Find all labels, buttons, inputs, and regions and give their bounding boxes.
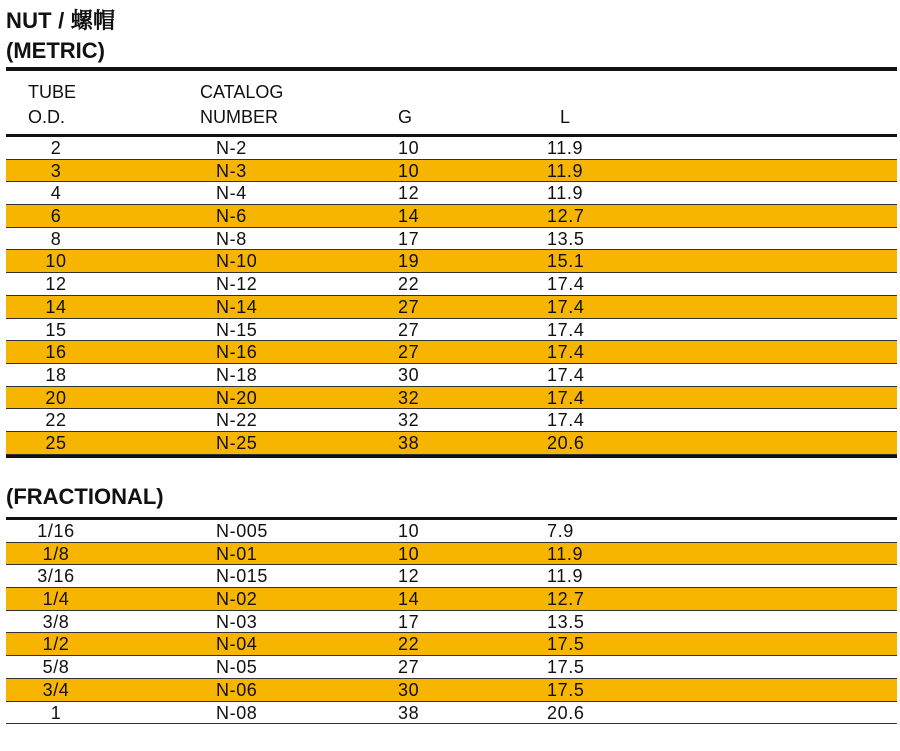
- g-cell: 22: [398, 634, 420, 655]
- catalog-number-cell: N-05: [216, 657, 258, 678]
- tube-od-cell: 5/8: [42, 657, 70, 678]
- catalog-number-cell: N-14: [216, 296, 258, 317]
- catalog-number-cell: N-22: [216, 410, 258, 431]
- tube-od-cell: 25: [45, 432, 67, 453]
- l-header: L: [560, 107, 571, 127]
- l-cell: 20.6: [547, 702, 585, 723]
- g-header: G: [398, 107, 413, 127]
- catalog-header-line1: CATALOG: [200, 82, 284, 102]
- fractional-section-title: (FRACTIONAL): [6, 484, 164, 509]
- l-cell: 11.9: [547, 543, 584, 564]
- g-cell: 12: [398, 566, 420, 587]
- table-row: [6, 656, 897, 679]
- g-cell: 32: [398, 410, 420, 431]
- catalog-number-cell: N-15: [216, 319, 258, 340]
- l-cell: 11.9: [547, 160, 584, 181]
- table-row: [6, 387, 897, 410]
- tube-od-cell: 1/8: [42, 543, 70, 564]
- l-cell: 17.4: [547, 296, 585, 317]
- catalog-number-cell: N-02: [216, 589, 258, 610]
- table-row: [6, 364, 897, 387]
- tube-od-cell: 3/8: [42, 611, 70, 632]
- g-cell: 22: [398, 274, 420, 295]
- tube-od-cell: 14: [45, 296, 67, 317]
- tube-od-cell: 6: [50, 206, 62, 227]
- g-cell: 27: [398, 319, 420, 340]
- catalog-number-cell: N-04: [216, 634, 258, 655]
- g-cell: 14: [398, 206, 420, 227]
- g-cell: 27: [398, 342, 420, 363]
- l-cell: 17.5: [547, 657, 585, 678]
- catalog-number-cell: N-08: [216, 702, 258, 723]
- catalog-number-cell: N-2: [216, 138, 247, 158]
- table-row: [6, 228, 897, 251]
- catalog-number-cell: N-10: [216, 251, 258, 272]
- l-cell: 11.9: [547, 566, 584, 587]
- table-row: [6, 205, 897, 228]
- tube-od-header-line1: TUBE: [28, 82, 77, 102]
- catalog-number-cell: N-16: [216, 342, 258, 363]
- g-cell: 10: [398, 521, 420, 541]
- tube-od-cell: 3/4: [42, 679, 70, 700]
- l-cell: 17.4: [547, 387, 585, 408]
- table-row: [6, 250, 897, 273]
- tube-od-cell: 10: [45, 251, 67, 272]
- table-row: [6, 432, 897, 455]
- fractional-table: [6, 520, 897, 724]
- catalog-number-cell: N-005: [216, 521, 269, 541]
- g-cell: 10: [398, 138, 420, 158]
- catalog-number-cell: N-4: [216, 183, 247, 204]
- l-cell: 17.4: [547, 410, 585, 431]
- table-row: [6, 543, 897, 566]
- tube-od-cell: 18: [45, 364, 67, 385]
- g-cell: 27: [398, 296, 420, 317]
- l-cell: 13.5: [547, 228, 585, 249]
- catalog-number-cell: N-8: [216, 228, 247, 249]
- table-row: [6, 611, 897, 634]
- table-row: [6, 182, 897, 205]
- l-cell: 17.4: [547, 319, 585, 340]
- metric-table: [6, 137, 897, 455]
- tube-od-cell: 3: [50, 160, 62, 181]
- l-cell: 13.5: [547, 611, 585, 632]
- table-row: [6, 296, 897, 319]
- g-cell: 38: [398, 702, 420, 723]
- tube-od-cell: 2: [50, 138, 62, 158]
- table-row: [6, 679, 897, 702]
- table-row: [6, 633, 897, 656]
- metric-table-bottom-rule: [6, 455, 897, 458]
- g-cell: 32: [398, 387, 420, 408]
- tube-od-cell: 1/4: [42, 589, 70, 610]
- g-cell: 17: [398, 611, 420, 632]
- tube-od-cell: 1/16: [37, 521, 75, 541]
- catalog-number-cell: N-015: [216, 566, 269, 587]
- l-cell: 11.9: [547, 138, 584, 158]
- tube-od-cell: 20: [45, 387, 67, 408]
- tube-od-cell: 15: [45, 319, 67, 340]
- g-cell: 17: [398, 228, 420, 249]
- metric-subtitle: (METRIC): [6, 38, 105, 63]
- tube-od-cell: 4: [50, 183, 62, 204]
- table-row: [6, 565, 897, 588]
- l-cell: 17.4: [547, 274, 585, 295]
- g-cell: 30: [398, 364, 420, 385]
- g-cell: 10: [398, 543, 420, 564]
- tube-od-cell: 16: [45, 342, 67, 363]
- header-top-rule: [6, 67, 897, 71]
- l-cell: 12.7: [547, 206, 585, 227]
- tube-od-cell: 1: [50, 702, 62, 723]
- catalog-number-cell: N-03: [216, 611, 258, 632]
- catalog-number-cell: N-3: [216, 160, 247, 181]
- table-row: [6, 160, 897, 183]
- g-cell: 12: [398, 183, 420, 204]
- g-cell: 10: [398, 160, 420, 181]
- l-cell: 17.4: [547, 342, 585, 363]
- tube-od-header-line2: O.D.: [28, 107, 66, 127]
- table-row: [6, 588, 897, 611]
- catalog-number-cell: N-20: [216, 387, 258, 408]
- tube-od-cell: 8: [50, 228, 62, 249]
- table-row: [6, 409, 897, 432]
- table-row: [6, 702, 897, 725]
- catalog-number-cell: N-06: [216, 679, 258, 700]
- l-cell: 12.7: [547, 589, 585, 610]
- g-cell: 19: [398, 251, 420, 272]
- g-cell: 38: [398, 432, 420, 453]
- g-cell: 27: [398, 657, 420, 678]
- catalog-number-cell: N-12: [216, 274, 258, 295]
- g-cell: 30: [398, 679, 420, 700]
- page-title: NUT / 螺帽: [6, 8, 116, 33]
- catalog-number-cell: N-6: [216, 206, 247, 227]
- catalog-number-cell: N-18: [216, 364, 258, 385]
- l-cell: 17.5: [547, 634, 585, 655]
- l-cell: 11.9: [547, 183, 584, 204]
- catalog-number-cell: N-01: [216, 543, 258, 564]
- tube-od-cell: 3/16: [37, 566, 75, 587]
- catalog-number-cell: N-25: [216, 432, 258, 453]
- l-cell: 15.1: [547, 251, 585, 272]
- table-row: [6, 137, 897, 160]
- l-cell: 17.4: [547, 364, 585, 385]
- tube-od-cell: 22: [45, 410, 67, 431]
- l-cell: 17.5: [547, 679, 585, 700]
- g-cell: 14: [398, 589, 420, 610]
- table-row: [6, 341, 897, 364]
- table-row: [6, 319, 897, 342]
- table-row: [6, 520, 897, 543]
- l-cell: 7.9: [547, 521, 574, 541]
- tube-od-cell: 1/2: [42, 634, 70, 655]
- tube-od-cell: 12: [45, 274, 67, 295]
- catalog-header-line2: NUMBER: [200, 107, 279, 127]
- l-cell: 20.6: [547, 432, 585, 453]
- table-row: [6, 273, 897, 296]
